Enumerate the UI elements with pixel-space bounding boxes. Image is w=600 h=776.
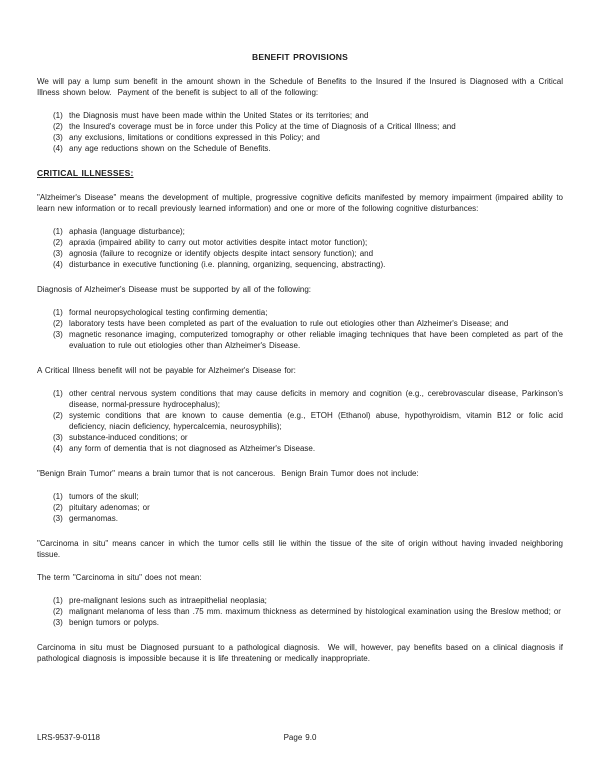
item-text: benign tumors or polyps. [69, 618, 160, 627]
item-text: tumors of the skull; [69, 492, 139, 501]
item-number: (3) [53, 514, 63, 523]
item-text: any form of dementia that is not diagnosed as Alzheimer's Disease. [69, 444, 316, 453]
list-item [37, 318, 563, 329]
item-text: laboratory tests have been completed as part of the evaluation to rule out etiologies other than Alzheimer's Disease; and [69, 319, 509, 328]
list-item [37, 132, 563, 143]
alzheimers-exclusions-list [37, 388, 567, 454]
list-item [37, 606, 563, 617]
carcinoma-diagnosis-paragraph: Carcinoma in situ must be Diagnosed pursuant to a pathological diagnosis. We will, however, pay benefits based on a clinical diagnosis if pathological diagnosis is impossible because it is life threatening or medically inappropriate. [37, 643, 567, 663]
footer-page-number: Page 9.0 [283, 733, 317, 742]
item-text: formal neuropsychological testing confirming dementia; [69, 308, 268, 317]
item-text: any age reductions shown on the Schedule of Benefits. [69, 144, 271, 153]
item-text: the Diagnosis must have been made within the United States or its territories; and [69, 111, 369, 120]
item-number: (3) [53, 330, 63, 339]
list-item [37, 410, 567, 432]
carcinoma-term-paragraph: The term "Carcinoma in situ" does not mean: [37, 573, 202, 582]
alzheimers-diagnosis-paragraph: Diagnosis of Alzheimer's Disease must be supported by all of the following: [37, 285, 312, 294]
list-item [37, 432, 563, 443]
item-number: (2) [53, 122, 63, 131]
item-text: magnetic resonance imaging, computerized tomography or other reliable imaging techniques that have been completed as part of the evaluation to rule out etiologies other than Alzheimer's Disease. [69, 330, 567, 350]
item-text: apraxia (impaired ability to carry out motor activities despite intact motor function); [69, 238, 368, 247]
item-number: (3) [53, 133, 63, 142]
alzheimers-not-payable-paragraph: A Critical Illness benefit will not be payable for Alzheimer's Disease for: [37, 366, 296, 375]
alzheimers-definition-paragraph: "Alzheimer's Disease" means the development of multiple, progressive cognitive deficits manifested by memory impairment (impaired ability to learn new information or to recall previously learned information) and one or more of the following cognitive disturbances: [37, 193, 567, 213]
list-item [37, 110, 563, 121]
list-item [37, 237, 563, 248]
item-number: (4) [53, 260, 63, 269]
intro-list [37, 110, 563, 154]
item-text: substance-induced conditions; or [69, 433, 188, 442]
item-text: aphasia (language disturbance); [69, 227, 185, 236]
list-item [37, 491, 563, 502]
list-item [37, 259, 563, 270]
item-number: (2) [53, 319, 63, 328]
list-item [37, 595, 563, 606]
footer-form-number: LRS-9537-9-0118 [37, 733, 101, 742]
list-item [37, 617, 563, 628]
benign-brain-tumor-list [37, 491, 563, 524]
section-heading-critical-illnesses: CRITICAL ILLNESSES: [37, 168, 134, 178]
item-number: (3) [53, 618, 63, 627]
item-text: disturbance in executive functioning (i.e. planning, organizing, sequencing, abstracting). [69, 260, 386, 269]
list-item [37, 443, 563, 454]
list-item [37, 307, 563, 318]
carcinoma-list [37, 595, 563, 628]
item-number: (1) [53, 492, 63, 501]
item-number: (1) [53, 596, 63, 605]
list-item [37, 143, 563, 154]
list-item [37, 226, 563, 237]
item-number: (3) [53, 249, 63, 258]
item-number: (2) [53, 607, 63, 616]
item-number: (3) [53, 433, 63, 442]
page-title: BENEFIT PROVISIONS [251, 52, 349, 62]
alzheimers-disturbances-list [37, 226, 563, 270]
item-number: (2) [53, 411, 63, 420]
alzheimers-support-list [37, 307, 567, 351]
item-text: germanomas. [69, 514, 118, 523]
intro-paragraph: We will pay a lump sum benefit in the amount shown in the Schedule of Benefits to the Insured if the Insured is Diagnosed with a Critical Illness shown below. Payment of the benefit is subject to all of the following: [37, 77, 567, 97]
item-text: systemic conditions that are known to cause dementia (e.g., ETOH (Ethanol) abuse, hypothyroidism, vitamin B12 or folic acid deficiency, niacin deficiency, hypercalcemia, neurosyphilis); [69, 411, 567, 431]
list-item [37, 388, 567, 410]
item-text: any exclusions, limitations or conditions expressed in this Policy; and [69, 133, 320, 142]
item-number: (1) [53, 227, 63, 236]
page-footer [37, 732, 563, 744]
item-number: (2) [53, 503, 63, 512]
list-item [37, 513, 563, 524]
item-text: the Insured's coverage must be in force under this Policy at the time of Diagnosis of a Critical Illness; and [69, 122, 456, 131]
item-text: pre-malignant lesions such as intraepithelial neoplasia; [69, 596, 267, 605]
list-item [37, 502, 563, 513]
item-number: (1) [53, 111, 63, 120]
item-number: (1) [53, 389, 63, 398]
document-content [37, 52, 567, 676]
item-number: (1) [53, 308, 63, 317]
item-number: (2) [53, 238, 63, 247]
item-text: malignant melanoma of less than .75 mm. maximum thickness as determined by histological examination using the Breslow method; or [69, 607, 561, 616]
benign-brain-tumor-paragraph: "Benign Brain Tumor" means a brain tumor that is not cancerous. Benign Brain Tumor does not include: [37, 469, 419, 478]
item-text: agnosia (failure to recognize or identify objects despite intact sensory function); and [69, 249, 374, 258]
item-number: (4) [53, 444, 63, 453]
list-item [37, 121, 563, 132]
list-item [37, 329, 567, 351]
list-item [37, 248, 563, 259]
item-text: other central nervous system conditions that may cause deficits in memory and cognition (e.g., cerebrovascular disease, Parkinson's disease, normal-pressure hydrocephalus); [69, 389, 567, 409]
item-text: pituitary adenomas; or [69, 503, 150, 512]
item-number: (4) [53, 144, 63, 153]
carcinoma-definition-paragraph: "Carcinoma in situ" means cancer in which the tumor cells still lie within the tissue of the site of origin without having invaded neighboring tissue. [37, 539, 567, 559]
